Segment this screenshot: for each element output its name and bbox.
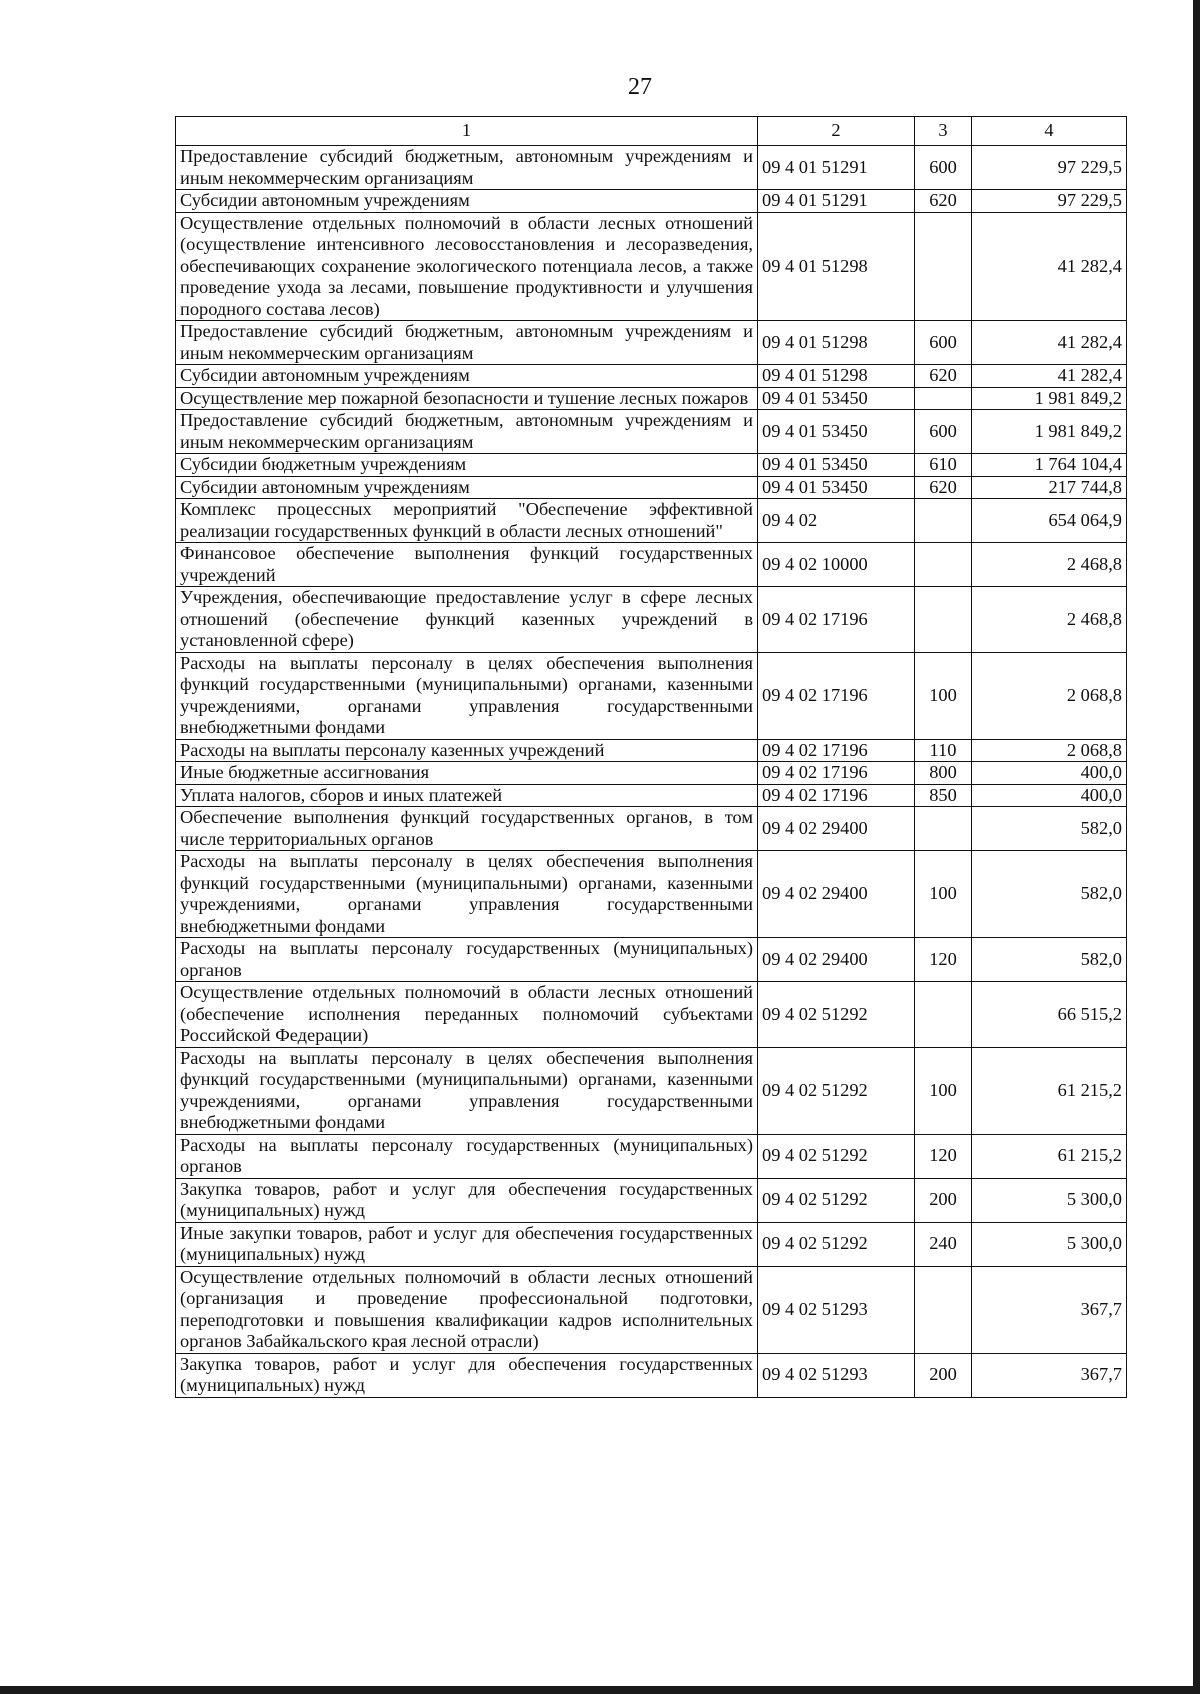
row-code-cell: 09 4 01 53450 xyxy=(758,410,915,454)
row-code-cell: 09 4 02 51293 xyxy=(758,1266,915,1353)
table-row xyxy=(176,652,1127,739)
row-code-cell: 09 4 02 17196 xyxy=(758,652,915,739)
table-row xyxy=(176,146,1127,190)
column-header-sum: 4 xyxy=(972,117,1127,146)
table-row xyxy=(176,1178,1127,1222)
row-sum-cell: 400,0 xyxy=(972,762,1127,785)
table-row xyxy=(176,1266,1127,1353)
table-row xyxy=(176,410,1127,454)
row-code-cell: 09 4 01 51291 xyxy=(758,146,915,190)
row-code-cell: 09 4 02 17196 xyxy=(758,587,915,653)
row-name-cell: Осуществление мер пожарной безопасности и тушение лесных пожаров xyxy=(176,387,758,410)
row-name-cell: Осуществление отдельных полномочий в области лесных отношений (обеспечение исполнения переданных полномочий субъектами Российской Федерации) xyxy=(176,982,758,1048)
row-sum-cell: 1 981 849,2 xyxy=(972,387,1127,410)
row-name-cell: Расходы на выплаты персоналу казенных учреждений xyxy=(176,739,758,762)
row-name-cell: Иные бюджетные ассигнования xyxy=(176,762,758,785)
row-type-cell: 100 xyxy=(915,851,972,938)
row-code-cell: 09 4 01 53450 xyxy=(758,454,915,477)
table-row xyxy=(176,807,1127,851)
row-name-cell: Осуществление отдельных полномочий в области лесных отношений (осуществление интенсивного лесовосстановления и лесоразведения, обеспечивающих сохранение экологического потенциала лесов, а также проведение ухода за лесами, повышение продуктивности и улучшения породного состава лесов) xyxy=(176,212,758,321)
table-row xyxy=(176,982,1127,1048)
table-row xyxy=(176,365,1127,388)
row-sum-cell: 582,0 xyxy=(972,938,1127,982)
row-code-cell: 09 4 01 51298 xyxy=(758,212,915,321)
budget-table xyxy=(175,116,1127,1398)
table-row xyxy=(176,387,1127,410)
row-type-cell: 120 xyxy=(915,938,972,982)
row-sum-cell: 5 300,0 xyxy=(972,1222,1127,1266)
row-sum-cell: 1 764 104,4 xyxy=(972,454,1127,477)
table-row xyxy=(176,1222,1127,1266)
row-type-cell xyxy=(915,499,972,543)
row-code-cell: 09 4 01 51298 xyxy=(758,365,915,388)
row-sum-cell: 66 515,2 xyxy=(972,982,1127,1048)
column-header-type: 3 xyxy=(915,117,972,146)
row-sum-cell: 97 229,5 xyxy=(972,190,1127,213)
row-sum-cell: 582,0 xyxy=(972,807,1127,851)
row-type-cell: 600 xyxy=(915,146,972,190)
row-sum-cell: 367,7 xyxy=(972,1353,1127,1397)
row-name-cell: Субсидии бюджетным учреждениям xyxy=(176,454,758,477)
table-row xyxy=(176,212,1127,321)
row-sum-cell: 217 744,8 xyxy=(972,476,1127,499)
row-name-cell: Осуществление отдельных полномочий в области лесных отношений (организация и проведение профессиональной подготовки, переподготовки и повышения квалификации кадров исполнительных органов Забайкальского края лесной отрасли) xyxy=(176,1266,758,1353)
row-code-cell: 09 4 02 17196 xyxy=(758,784,915,807)
row-type-cell: 600 xyxy=(915,410,972,454)
row-name-cell: Расходы на выплаты персоналу в целях обеспечения выполнения функций государственными (муниципальными) органами, казенными учреждениями, органами управления государственными внебюджетными фондами xyxy=(176,851,758,938)
row-sum-cell: 367,7 xyxy=(972,1266,1127,1353)
row-code-cell: 09 4 02 10000 xyxy=(758,543,915,587)
row-code-cell: 09 4 01 51291 xyxy=(758,190,915,213)
row-name-cell: Закупка товаров, работ и услуг для обеспечения государственных (муниципальных) нужд xyxy=(176,1178,758,1222)
row-code-cell: 09 4 02 29400 xyxy=(758,851,915,938)
row-code-cell: 09 4 01 53450 xyxy=(758,476,915,499)
row-sum-cell: 2 468,8 xyxy=(972,587,1127,653)
row-type-cell: 110 xyxy=(915,739,972,762)
row-type-cell: 200 xyxy=(915,1178,972,1222)
row-name-cell: Расходы на выплаты персоналу государственных (муниципальных) органов xyxy=(176,938,758,982)
row-code-cell: 09 4 02 29400 xyxy=(758,807,915,851)
row-code-cell: 09 4 02 51292 xyxy=(758,1222,915,1266)
row-type-cell: 100 xyxy=(915,1047,972,1134)
row-code-cell: 09 4 02 51292 xyxy=(758,1047,915,1134)
row-type-cell: 600 xyxy=(915,321,972,365)
row-name-cell: Предоставление субсидий бюджетным, автономным учреждениям и иным некоммерческим организациям xyxy=(176,146,758,190)
row-sum-cell: 2 468,8 xyxy=(972,543,1127,587)
scan-edge-bottom xyxy=(0,1686,1200,1694)
row-name-cell: Уплата налогов, сборов и иных платежей xyxy=(176,784,758,807)
row-code-cell: 09 4 02 xyxy=(758,499,915,543)
row-sum-cell: 400,0 xyxy=(972,784,1127,807)
row-type-cell: 120 xyxy=(915,1134,972,1178)
row-name-cell: Учреждения, обеспечивающие предоставление услуг в сфере лесных отношений (обеспечение функций казенных учреждений в установленной сфере) xyxy=(176,587,758,653)
table-body xyxy=(176,146,1127,1398)
scan-edge-right xyxy=(1193,0,1200,1694)
row-type-cell xyxy=(915,1266,972,1353)
row-name-cell: Субсидии автономным учреждениям xyxy=(176,365,758,388)
row-type-cell: 620 xyxy=(915,190,972,213)
row-sum-cell: 41 282,4 xyxy=(972,365,1127,388)
table-row xyxy=(176,762,1127,785)
row-type-cell xyxy=(915,543,972,587)
row-code-cell: 09 4 02 51292 xyxy=(758,982,915,1048)
table-row xyxy=(176,587,1127,653)
table-row xyxy=(176,499,1127,543)
row-sum-cell: 41 282,4 xyxy=(972,321,1127,365)
row-sum-cell: 61 215,2 xyxy=(972,1047,1127,1134)
row-type-cell: 620 xyxy=(915,365,972,388)
column-header-name: 1 xyxy=(176,117,758,146)
row-code-cell: 09 4 02 29400 xyxy=(758,938,915,982)
table-row xyxy=(176,454,1127,477)
table-row xyxy=(176,1134,1127,1178)
table-row xyxy=(176,784,1127,807)
row-type-cell: 800 xyxy=(915,762,972,785)
row-name-cell: Субсидии автономным учреждениям xyxy=(176,476,758,499)
row-code-cell: 09 4 01 51298 xyxy=(758,321,915,365)
row-type-cell: 240 xyxy=(915,1222,972,1266)
table-row xyxy=(176,543,1127,587)
table-row xyxy=(176,851,1127,938)
row-sum-cell: 582,0 xyxy=(972,851,1127,938)
row-sum-cell: 2 068,8 xyxy=(972,739,1127,762)
row-type-cell xyxy=(915,982,972,1048)
row-sum-cell: 61 215,2 xyxy=(972,1134,1127,1178)
row-sum-cell: 41 282,4 xyxy=(972,212,1127,321)
row-sum-cell: 654 064,9 xyxy=(972,499,1127,543)
row-name-cell: Расходы на выплаты персоналу в целях обеспечения выполнения функций государственными (муниципальными) органами, казенными учреждениями, органами управления государственными внебюджетными фондами xyxy=(176,652,758,739)
row-name-cell: Финансовое обеспечение выполнения функций государственных учреждений xyxy=(176,543,758,587)
row-type-cell xyxy=(915,807,972,851)
row-code-cell: 09 4 01 53450 xyxy=(758,387,915,410)
row-type-cell xyxy=(915,587,972,653)
row-type-cell: 850 xyxy=(915,784,972,807)
row-name-cell: Закупка товаров, работ и услуг для обеспечения государственных (муниципальных) нужд xyxy=(176,1353,758,1397)
table-row xyxy=(176,739,1127,762)
row-type-cell: 610 xyxy=(915,454,972,477)
table-row xyxy=(176,190,1127,213)
row-sum-cell: 1 981 849,2 xyxy=(972,410,1127,454)
row-type-cell xyxy=(915,387,972,410)
row-type-cell: 620 xyxy=(915,476,972,499)
row-sum-cell: 97 229,5 xyxy=(972,146,1127,190)
row-sum-cell: 2 068,8 xyxy=(972,652,1127,739)
page-number: 27 xyxy=(628,74,652,100)
row-name-cell: Предоставление субсидий бюджетным, автономным учреждениям и иным некоммерческим организациям xyxy=(176,410,758,454)
row-code-cell: 09 4 02 51292 xyxy=(758,1134,915,1178)
row-code-cell: 09 4 02 51292 xyxy=(758,1178,915,1222)
table-row xyxy=(176,476,1127,499)
table-row xyxy=(176,938,1127,982)
row-name-cell: Иные закупки товаров, работ и услуг для обеспечения государственных (муниципальных) нужд xyxy=(176,1222,758,1266)
row-code-cell: 09 4 02 17196 xyxy=(758,762,915,785)
table-row xyxy=(176,321,1127,365)
row-name-cell: Расходы на выплаты персоналу в целях обеспечения выполнения функций государственными (муниципальными) органами, казенными учреждениями, органами управления государственными внебюджетными фондами xyxy=(176,1047,758,1134)
row-sum-cell: 5 300,0 xyxy=(972,1178,1127,1222)
row-name-cell: Комплекс процессных мероприятий "Обеспечение эффективной реализации государственных функций в области лесных отношений" xyxy=(176,499,758,543)
row-name-cell: Предоставление субсидий бюджетным, автономным учреждениям и иным некоммерческим организациям xyxy=(176,321,758,365)
row-code-cell: 09 4 02 17196 xyxy=(758,739,915,762)
table-header-row xyxy=(176,117,1127,146)
table-row xyxy=(176,1047,1127,1134)
row-type-cell: 100 xyxy=(915,652,972,739)
row-name-cell: Расходы на выплаты персоналу государственных (муниципальных) органов xyxy=(176,1134,758,1178)
column-header-code: 2 xyxy=(758,117,915,146)
table-row xyxy=(176,1353,1127,1397)
row-type-cell xyxy=(915,212,972,321)
row-name-cell: Обеспечение выполнения функций государственных органов, в том числе территориальных органов xyxy=(176,807,758,851)
row-type-cell: 200 xyxy=(915,1353,972,1397)
row-name-cell: Субсидии автономным учреждениям xyxy=(176,190,758,213)
row-code-cell: 09 4 02 51293 xyxy=(758,1353,915,1397)
